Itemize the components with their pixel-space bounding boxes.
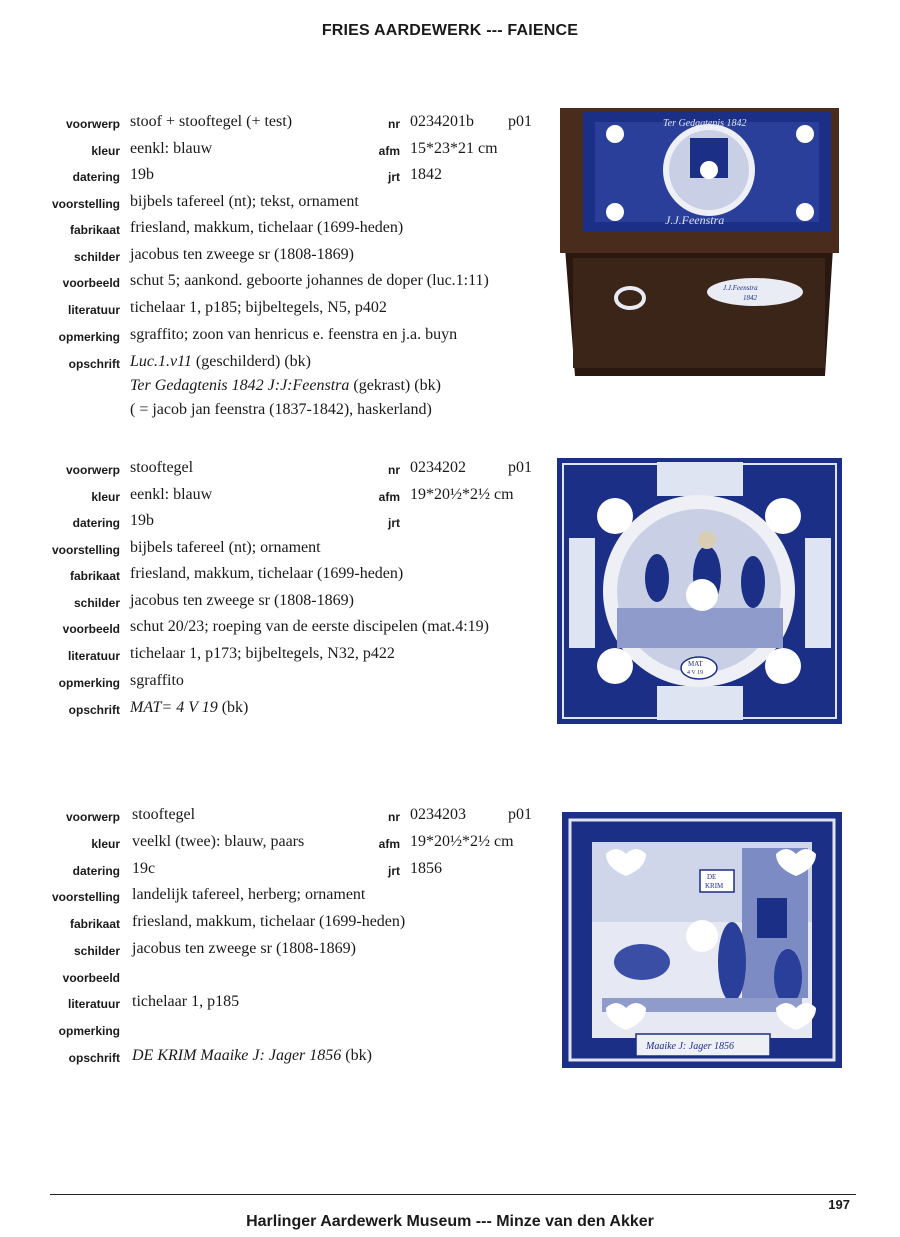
value-jrt: 1842 xyxy=(410,166,442,183)
opschrift-note: (geschilderd) (bk) xyxy=(195,353,311,370)
label-jrt: jrt xyxy=(388,864,400,878)
value-schilder: jacobus ten zweege sr (1808-1869) xyxy=(130,592,354,609)
label-afm: afm xyxy=(378,144,400,158)
value-nr: 0234201b xyxy=(410,113,474,130)
value-schilder: jacobus ten zweege sr (1808-1869) xyxy=(130,246,354,263)
value-afm: 19*20½*2½ cm xyxy=(410,833,514,850)
tile-sign-text-2: KRIM xyxy=(705,882,724,890)
label-nr: nr xyxy=(388,463,400,477)
label-schilder: schilder xyxy=(73,596,120,610)
footer-title: Harlinger Aardewerk Museum --- Minze van den Akker xyxy=(246,1213,654,1230)
label-voorbeeld: voorbeeld xyxy=(62,276,120,290)
label-opschrift: opschrift xyxy=(68,1051,120,1065)
value-voorbeeld: schut 5; aankond. geboorte johannes de doper (luc.1:11) xyxy=(130,272,489,289)
value-schilder: jacobus ten zweege sr (1808-1869) xyxy=(132,940,356,957)
value-page-ref: p01 xyxy=(508,806,532,823)
opschrift-2-italic: Ter Gedagtenis 1842 J:J:Feenstra xyxy=(130,377,350,394)
label-voorbeeld: voorbeeld xyxy=(62,971,120,985)
value-page-ref: p01 xyxy=(508,113,532,130)
value-voorstelling: bijbels tafereel (nt); tekst, ornament xyxy=(130,193,359,210)
opschrift-italic: MAT= 4 V 19 xyxy=(130,699,218,716)
label-datering: datering xyxy=(72,516,120,530)
value-datering: 19c xyxy=(132,860,156,877)
value-kleur: eenkl: blauw xyxy=(130,486,213,503)
value-voorwerp: stooftegel xyxy=(130,459,194,476)
label-fabrikaat: fabrikaat xyxy=(69,917,120,931)
value-opschrift xyxy=(132,1047,372,1065)
label-opschrift: opschrift xyxy=(68,357,120,371)
footer-divider xyxy=(50,1194,856,1195)
value-voorwerp: stoof + stooftegel (+ test) xyxy=(130,113,293,130)
value-fabrikaat: friesland, makkum, tichelaar (1699-heden) xyxy=(130,565,404,582)
tile-inscription-top: Ter Gedagtenis 1842 xyxy=(663,118,747,129)
photo-stooftegel-1 xyxy=(557,458,842,724)
value-opschrift xyxy=(130,353,311,371)
value-datering: 19b xyxy=(130,166,154,183)
label-opmerking: opmerking xyxy=(58,1024,120,1038)
value-page-ref: p01 xyxy=(508,459,532,476)
value-fabrikaat: friesland, makkum, tichelaar (1699-heden) xyxy=(130,219,404,236)
opschrift-note: (bk) xyxy=(221,699,249,716)
value-literatuur: tichelaar 1, p185; bijbeltegels, N5, p402 xyxy=(130,299,387,316)
value-voorwerp: stooftegel xyxy=(132,806,196,823)
label-fabrikaat: fabrikaat xyxy=(69,569,120,583)
label-kleur: kleur xyxy=(91,837,120,851)
label-schilder: schilder xyxy=(73,944,120,958)
page-number: 197 xyxy=(828,1197,850,1212)
label-voorwerp: voorwerp xyxy=(65,810,120,824)
label-jrt: jrt xyxy=(388,170,400,184)
tile-inscription-1: MAT xyxy=(688,660,703,668)
label-voorstelling: voorstelling xyxy=(51,197,120,211)
value-voorstelling: bijbels tafereel (nt); ornament xyxy=(130,539,321,556)
value-opmerking: sgraffito; zoon van henricus e. feenstra en j.a. buyn xyxy=(130,326,458,343)
tag-text-line2: 1842 xyxy=(743,294,757,302)
label-nr: nr xyxy=(388,117,400,131)
label-schilder: schilder xyxy=(73,250,120,264)
value-literatuur: tichelaar 1, p173; bijbeltegels, N32, p422 xyxy=(130,645,395,662)
label-kleur: kleur xyxy=(91,490,120,504)
photo-stooftegel-2 xyxy=(562,812,842,1068)
photo-stoof xyxy=(555,108,842,382)
value-fabrikaat: friesland, makkum, tichelaar (1699-heden) xyxy=(132,913,406,930)
value-jrt: 1856 xyxy=(410,860,442,877)
label-datering: datering xyxy=(72,864,120,878)
value-nr: 0234203 xyxy=(410,806,466,823)
label-literatuur: literatuur xyxy=(67,649,120,663)
tag-text-line1: J.J.Feenstra xyxy=(723,284,758,292)
tile-inscription-bottom: J.J.Feenstra xyxy=(665,213,725,227)
value-voorstelling: landelijk tafereel, herberg; ornament xyxy=(132,886,366,903)
tile-inscription-2: 4 V 19 xyxy=(687,670,704,676)
label-opmerking: opmerking xyxy=(58,676,120,690)
opschrift-italic: DE KRIM Maaike J: Jager 1856 xyxy=(132,1047,342,1064)
value-kleur: veelkl (twee): blauw, paars xyxy=(132,833,305,850)
value-nr: 0234202 xyxy=(410,459,466,476)
value-afm: 15*23*21 cm xyxy=(410,140,498,157)
value-opschrift xyxy=(130,699,248,717)
value-opschrift-3: ( = jacob jan feenstra (1837-1842), haskerland) xyxy=(130,401,432,418)
opschrift-italic: Luc.1.v11 xyxy=(130,353,192,370)
label-voorwerp: voorwerp xyxy=(65,463,120,477)
value-opmerking: sgraffito xyxy=(130,672,184,689)
label-kleur: kleur xyxy=(91,144,120,158)
label-afm: afm xyxy=(378,490,400,504)
opschrift-2-note: (gekrast) (bk) xyxy=(353,377,441,394)
label-afm: afm xyxy=(378,837,400,851)
label-literatuur: literatuur xyxy=(67,997,120,1011)
label-literatuur: literatuur xyxy=(67,303,120,317)
tile-sign-text-1: DE xyxy=(707,873,717,881)
page-title: FRIES AARDEWERK --- FAIENCE xyxy=(321,22,579,39)
label-voorwerp: voorwerp xyxy=(65,117,120,131)
label-voorbeeld: voorbeeld xyxy=(62,622,120,636)
label-nr: nr xyxy=(388,810,400,824)
label-voorstelling: voorstelling xyxy=(51,890,120,904)
label-opmerking: opmerking xyxy=(58,330,120,344)
tile-scroll-inscription: Maaike J: Jager 1856 xyxy=(646,1041,735,1052)
value-datering: 19b xyxy=(130,512,154,529)
label-fabrikaat: fabrikaat xyxy=(69,223,120,237)
value-opschrift-2 xyxy=(130,377,441,395)
label-jrt: jrt xyxy=(388,516,400,530)
label-voorstelling: voorstelling xyxy=(51,543,120,557)
label-datering: datering xyxy=(72,170,120,184)
value-literatuur: tichelaar 1, p185 xyxy=(132,993,240,1010)
value-afm: 19*20½*2½ cm xyxy=(410,486,514,503)
value-kleur: eenkl: blauw xyxy=(130,140,213,157)
value-voorbeeld: schut 20/23; roeping van de eerste discipelen (mat.4:19) xyxy=(130,618,490,635)
label-opschrift: opschrift xyxy=(68,703,120,717)
opschrift-note: (bk) xyxy=(345,1047,372,1064)
